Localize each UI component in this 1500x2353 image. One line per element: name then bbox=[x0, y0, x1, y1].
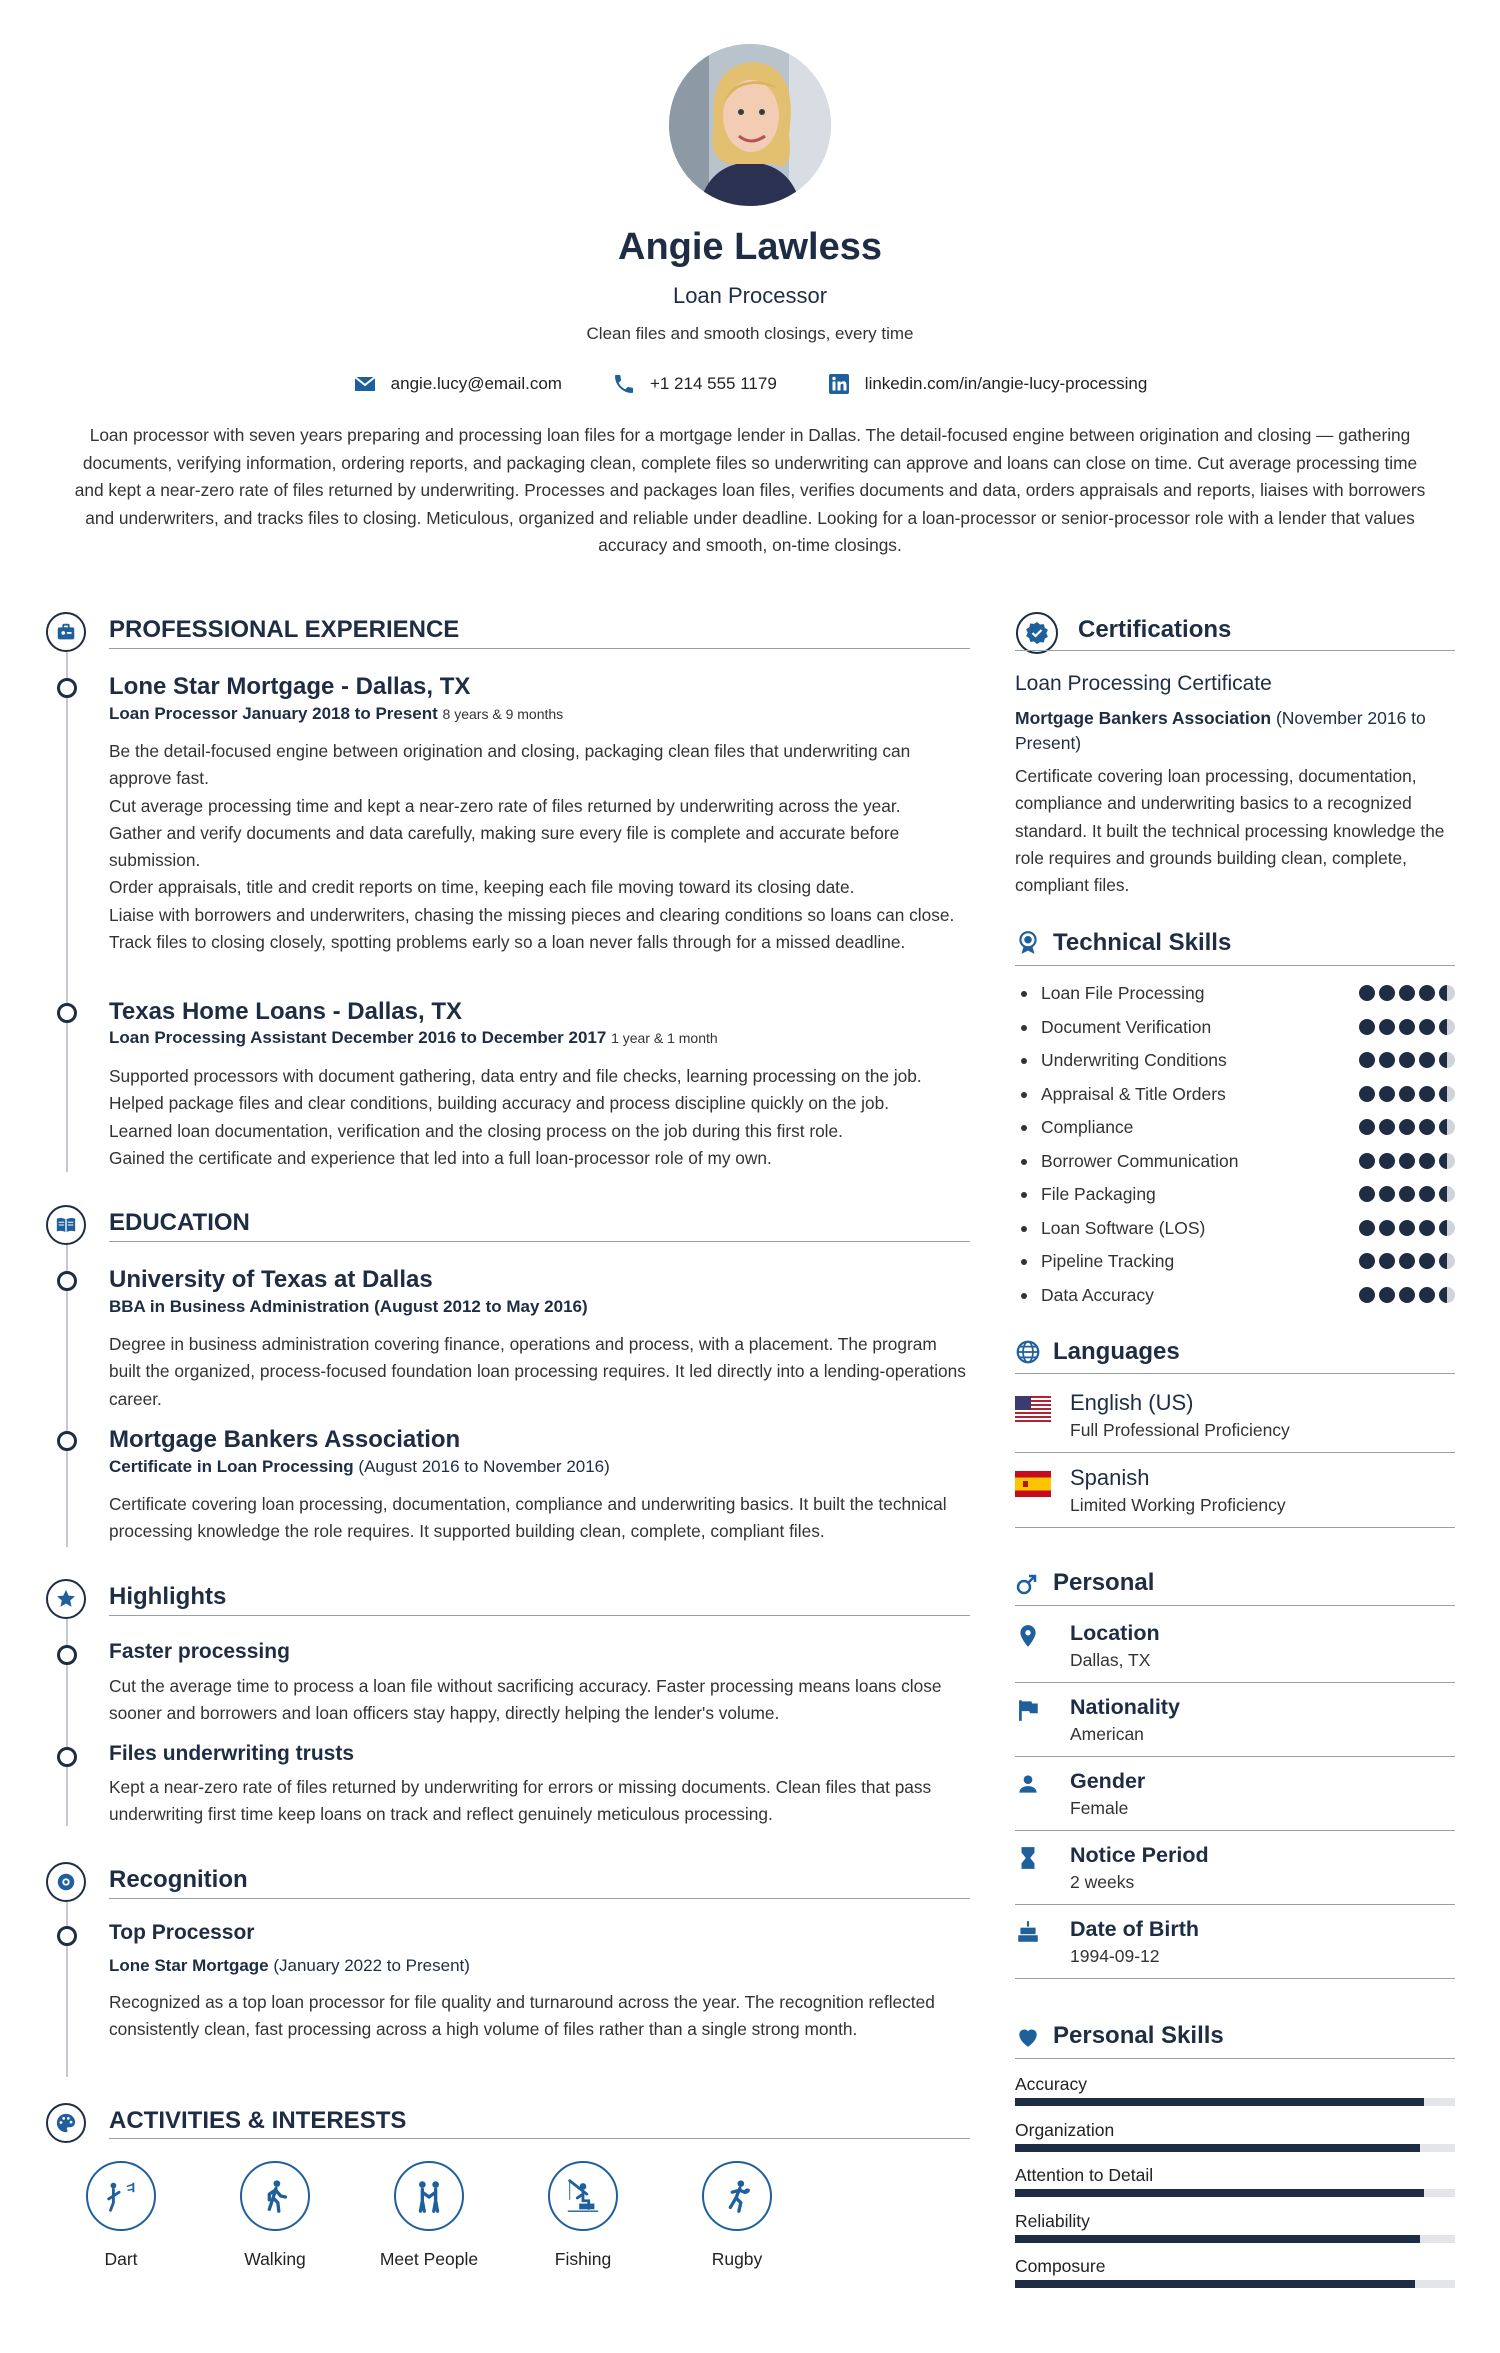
phone-text[interactable]: +1 214 555 1179 bbox=[649, 374, 777, 393]
personal-skill-name: Reliability bbox=[1015, 2210, 1090, 2231]
personal-skill-item bbox=[1015, 2165, 1455, 2197]
personal-skill-name: Accuracy bbox=[1015, 2074, 1087, 2094]
rating-dot bbox=[1399, 1287, 1415, 1303]
rating-dot bbox=[1379, 985, 1395, 1001]
skill-bar-fill bbox=[1015, 2144, 1420, 2152]
degree-dates: (August 2012 to May 2016) bbox=[374, 1297, 588, 1316]
rating-dot bbox=[1439, 1186, 1455, 1202]
rating-dot bbox=[1379, 1052, 1395, 1068]
bullet-icon bbox=[1021, 1125, 1027, 1131]
rating-dot bbox=[1439, 1052, 1455, 1068]
recognition-heading: Recognition bbox=[109, 1866, 248, 1893]
rating-dot bbox=[1359, 1086, 1375, 1102]
person-icon bbox=[1015, 1771, 1041, 1797]
technical-skill-name: Loan File Processing bbox=[1041, 983, 1205, 1003]
education-text: Degree in business administration covering finance, operations and process, with a placement. The program built the organized, process-focused foundation loan processing requires. It led directly into a lending-operations career. bbox=[109, 1334, 966, 1409]
job-role bbox=[109, 704, 563, 724]
rating-dot bbox=[1379, 1253, 1395, 1269]
skill-bar-track bbox=[1015, 2280, 1455, 2288]
rating-dot bbox=[1359, 1186, 1375, 1202]
job-bullets bbox=[109, 738, 969, 956]
skill-bar-track bbox=[1015, 2098, 1455, 2106]
contact-linkedin[interactable] bbox=[827, 372, 1148, 396]
skill-bar-track bbox=[1015, 2144, 1455, 2152]
technical-skill-item bbox=[1015, 1048, 1455, 1082]
rating-dot bbox=[1399, 1186, 1415, 1202]
male-gender-icon bbox=[1015, 1572, 1039, 1596]
job-bullet: Liaise with borrowers and underwriters, chasing the missing pieces and clearing conditions so loans can close. bbox=[109, 904, 955, 925]
experience-rule bbox=[109, 648, 970, 649]
rating-dot bbox=[1359, 1119, 1375, 1135]
job-role bbox=[109, 1028, 718, 1048]
rating-dot bbox=[1399, 1019, 1415, 1035]
summary: Loan processor with seven years preparing and processing loan files for a mortgage lender in Dallas. The detail-focused engine between origination and closing — gathering documents, verifying information, ordering reports, and packaging clean, complete files so underwriting can approve and loans can close on time. Cut average processing time and kept a near-zero rate of files returned by underwriting. Processes and packages loan files, verifies documents and data, orders appraisals and reports, liaises with borrowers and underwriters, and tracks files to closing. Meticulous, organized and reliable under deadline. Looking for a loan-processor or senior-processor role with a lender that values accuracy and smooth, on-time closings. bbox=[74, 425, 1426, 555]
personal-row-rule bbox=[1015, 1904, 1455, 1905]
skill-bar-fill bbox=[1015, 2098, 1424, 2106]
education-heading: EDUCATION bbox=[109, 1209, 250, 1236]
job-bullet: Be the detail-focused engine between origination and closing, packaging clean files that underwriting can approve fast. bbox=[109, 741, 911, 789]
book-icon bbox=[46, 1205, 86, 1245]
education-text: Certificate covering loan processing, documentation, compliance and underwriting basics. It built the technical processing knowledge the role requires. It supported building clean, complete, compliant files. bbox=[109, 1494, 947, 1542]
linkedin-icon bbox=[827, 372, 851, 396]
rating-dot bbox=[1359, 1287, 1375, 1303]
skill-rating bbox=[1359, 1186, 1455, 1202]
personal-skills-heading: Personal Skills bbox=[1053, 2022, 1224, 2049]
technical-skills-heading: Technical Skills bbox=[1053, 929, 1232, 956]
job-duration: 8 years & 9 months bbox=[442, 706, 564, 722]
personal-value: Dallas, TX bbox=[1070, 1650, 1151, 1670]
certifications-rule bbox=[1015, 650, 1455, 651]
job-bullets bbox=[109, 1063, 969, 1172]
recognition-text: Recognized as a top loan processor for file quality and turnaround across the year. The recognition reflected consistently clean, fast processing across a high volume of files rather than a single strong month. bbox=[109, 1992, 935, 2040]
technical-skill-name: Data Accuracy bbox=[1041, 1284, 1154, 1305]
technical-skill-item bbox=[1015, 1216, 1455, 1250]
activity-fishing bbox=[548, 2161, 618, 2270]
technical-skill-item bbox=[1015, 1115, 1455, 1149]
skill-bar-fill bbox=[1015, 2280, 1415, 2288]
highlight-title: Faster processing bbox=[109, 1640, 290, 1663]
certification-text: Certificate covering loan processing, documentation, compliance and underwriting basics to a recognized standard. It built the technical processing knowledge the role requires and grounds building clean, complete, compliant files. bbox=[1015, 766, 1445, 896]
timeline-dot bbox=[57, 1747, 77, 1767]
recognition-title: Top Processor bbox=[109, 1921, 255, 1944]
timeline-dot bbox=[57, 1645, 77, 1665]
skill-bar-fill bbox=[1015, 2189, 1424, 2197]
personal-heading: Personal bbox=[1053, 1569, 1155, 1596]
skill-bar-fill bbox=[1015, 2235, 1420, 2243]
bullet-icon bbox=[1021, 1259, 1027, 1265]
phone-icon bbox=[612, 372, 636, 396]
rating-dot bbox=[1379, 1086, 1395, 1102]
job-duration: 1 year & 1 month bbox=[611, 1030, 718, 1046]
location-pin-icon bbox=[1015, 1623, 1041, 1649]
rating-dot bbox=[1399, 1253, 1415, 1269]
rating-dot bbox=[1419, 1186, 1435, 1202]
activity-rugby bbox=[702, 2161, 772, 2270]
education-degree bbox=[109, 1297, 588, 1317]
rating-dot bbox=[1419, 1287, 1435, 1303]
rating-dot bbox=[1379, 1287, 1395, 1303]
personal-row-rule bbox=[1015, 1830, 1455, 1831]
technical-skill-item bbox=[1015, 1249, 1455, 1283]
education-degree bbox=[109, 1457, 610, 1477]
technical-skill-name: Appraisal & Title Orders bbox=[1041, 1083, 1226, 1104]
rating-dot bbox=[1439, 1220, 1455, 1236]
job-role-dates: Loan Processing Assistant December 2016 to December 2017 bbox=[109, 1028, 607, 1047]
email-icon bbox=[353, 372, 377, 396]
contact-bar bbox=[0, 372, 1500, 396]
job-role-dates: Loan Processor January 2018 to Present bbox=[109, 704, 438, 723]
rating-dot bbox=[1399, 1153, 1415, 1169]
languages-heading: Languages bbox=[1053, 1338, 1180, 1365]
skill-bar-track bbox=[1015, 2235, 1455, 2243]
technical-skill-item bbox=[1015, 1182, 1455, 1216]
activity-label: Dart bbox=[104, 2249, 138, 2269]
rating-dot bbox=[1359, 1052, 1375, 1068]
us-flag-icon bbox=[1015, 1396, 1051, 1422]
technical-skill-name: Document Verification bbox=[1041, 1016, 1212, 1037]
rating-dot bbox=[1399, 1086, 1415, 1102]
language-name: Spanish bbox=[1070, 1465, 1150, 1490]
language-rule bbox=[1015, 1452, 1455, 1453]
rating-dot bbox=[1419, 1253, 1435, 1269]
highlight-title: Files underwriting trusts bbox=[109, 1742, 355, 1765]
certification-org bbox=[1015, 706, 1455, 756]
rating-dot bbox=[1379, 1186, 1395, 1202]
technical-skill-name: Loan Software (LOS) bbox=[1041, 1217, 1206, 1238]
timeline-dot bbox=[57, 1271, 77, 1291]
bullet-icon bbox=[1021, 1226, 1027, 1232]
rating-dot bbox=[1359, 1220, 1375, 1236]
job-bullet: Helped package files and clear conditions, building accuracy and process discipline quickly on the job. bbox=[109, 1093, 890, 1114]
personal-skills-rule bbox=[1015, 2058, 1455, 2059]
language-name: English (US) bbox=[1070, 1390, 1194, 1415]
rating-dot bbox=[1419, 985, 1435, 1001]
personal-skill-name: Organization bbox=[1015, 2119, 1115, 2140]
degree-name: Certificate in Loan Processing bbox=[109, 1457, 354, 1476]
language-rule bbox=[1015, 1527, 1455, 1528]
spain-flag-icon bbox=[1015, 1471, 1051, 1497]
technical-skill-item bbox=[1015, 981, 1455, 1015]
bullet-icon bbox=[1021, 1025, 1027, 1031]
language-level: Limited Working Proficiency bbox=[1070, 1495, 1286, 1515]
rating-dot bbox=[1359, 1019, 1375, 1035]
skill-rating bbox=[1359, 985, 1455, 1001]
rating-dot bbox=[1399, 1220, 1415, 1236]
rating-dot bbox=[1439, 1119, 1455, 1135]
education-school: Mortgage Bankers Association bbox=[109, 1426, 461, 1453]
job-bullet: Supported processors with document gathering, data entry and file checks, learning processing on the job. bbox=[109, 1066, 922, 1086]
technical-skill-item bbox=[1015, 1082, 1455, 1116]
highlights-rule bbox=[109, 1615, 970, 1616]
technical-skill-name: Underwriting Conditions bbox=[1041, 1050, 1227, 1070]
degree-name: BBA in Business Administration bbox=[109, 1297, 370, 1316]
walking-icon bbox=[256, 2177, 294, 2215]
linkedin-text[interactable]: linkedin.com/in/angie-lucy-processing bbox=[864, 374, 1148, 393]
timeline-dot bbox=[57, 1431, 77, 1451]
technical-skill-item bbox=[1015, 1283, 1455, 1317]
activities-rule bbox=[109, 2138, 970, 2139]
recognition-org bbox=[109, 1956, 470, 1976]
certification-title: Loan Processing Certificate bbox=[1015, 672, 1272, 695]
job-company: Texas Home Loans - Dallas, TX bbox=[109, 998, 463, 1025]
recognition-dates: (January 2022 to Present) bbox=[273, 1956, 470, 1975]
activity-label: Fishing bbox=[554, 2249, 612, 2269]
personal-row-rule bbox=[1015, 1682, 1455, 1683]
bullet-icon bbox=[1021, 991, 1027, 997]
degree-dates: (August 2016 to November 2016) bbox=[358, 1457, 610, 1476]
rating-dot bbox=[1359, 1153, 1375, 1169]
flag-icon bbox=[1015, 1697, 1041, 1723]
personal-key: Gender bbox=[1070, 1769, 1146, 1793]
bullet-icon bbox=[1021, 1092, 1027, 1098]
rating-dot bbox=[1419, 1052, 1435, 1068]
recognition-rule bbox=[109, 1898, 970, 1899]
personal-skill-name: Composure bbox=[1015, 2256, 1106, 2276]
job-company: Lone Star Mortgage - Dallas, TX bbox=[109, 673, 471, 700]
activities-list bbox=[86, 2161, 772, 2270]
technical-skill-name: File Packaging bbox=[1041, 1184, 1156, 1204]
activity-walking bbox=[240, 2161, 310, 2270]
rating-dot bbox=[1439, 1086, 1455, 1102]
timeline-dot bbox=[57, 1926, 77, 1946]
certification-org-name: Mortgage Bankers Association bbox=[1015, 708, 1272, 728]
rating-dot bbox=[1419, 1220, 1435, 1236]
job-bullet: Order appraisals, title and credit reports on time, keeping each file moving toward its closing date. bbox=[109, 877, 855, 898]
rating-dot bbox=[1419, 1019, 1435, 1035]
timeline-dot bbox=[57, 1003, 77, 1023]
experience-heading: PROFESSIONAL EXPERIENCE bbox=[109, 616, 460, 643]
highlight-text: Kept a near-zero rate of files returned by underwriting for errors or missing documents. Clean files that pass underwriting first time keep loans on track and reflect genuinely meticulous processing. bbox=[109, 1777, 932, 1825]
rating-dot bbox=[1439, 1287, 1455, 1303]
skill-rating bbox=[1359, 1119, 1455, 1135]
activity-label: Meet People bbox=[379, 2249, 479, 2269]
personal-skill-item bbox=[1015, 2256, 1455, 2288]
rating-dot bbox=[1439, 1253, 1455, 1269]
rugby-icon bbox=[718, 2177, 756, 2215]
fishing-icon bbox=[564, 2177, 602, 2215]
bullet-icon bbox=[1021, 1192, 1027, 1198]
rating-dot bbox=[1379, 1019, 1395, 1035]
palette-icon bbox=[46, 2103, 86, 2143]
rating-dot bbox=[1419, 1086, 1435, 1102]
birthday-cake-icon bbox=[1015, 1919, 1041, 1945]
personal-skill-item bbox=[1015, 2074, 1455, 2106]
education-school: University of Texas at Dallas bbox=[109, 1266, 433, 1293]
email-text[interactable]: angie.lucy@email.com bbox=[390, 374, 562, 393]
technical-skill-item bbox=[1015, 1149, 1455, 1183]
contact-phone[interactable] bbox=[612, 372, 777, 396]
personal-value: 2 weeks bbox=[1070, 1872, 1135, 1892]
activity-dart bbox=[86, 2161, 156, 2270]
rating-dot bbox=[1379, 1153, 1395, 1169]
briefcase-icon bbox=[46, 612, 86, 652]
skill-rating bbox=[1359, 1052, 1455, 1068]
award-icon bbox=[46, 1862, 86, 1902]
rating-dot bbox=[1419, 1153, 1435, 1169]
technical-skill-name: Pipeline Tracking bbox=[1041, 1251, 1175, 1271]
activities-heading: ACTIVITIES & INTERESTS bbox=[109, 2107, 407, 2134]
personal-value: 1994-09-12 bbox=[1070, 1946, 1160, 1966]
activity-label: Walking bbox=[244, 2249, 306, 2269]
technical-skill-item bbox=[1015, 1015, 1455, 1049]
candidate-title: Loan Processor bbox=[672, 283, 828, 308]
profile-photo bbox=[669, 44, 831, 206]
personal-key: Location bbox=[1070, 1621, 1160, 1645]
technical-skill-name: Borrower Communication bbox=[1041, 1150, 1239, 1171]
technical-skills-list bbox=[1015, 981, 1455, 1316]
language-level: Full Professional Proficiency bbox=[1070, 1420, 1290, 1440]
rating-dot bbox=[1379, 1220, 1395, 1236]
star-icon bbox=[46, 1579, 86, 1619]
skill-rating bbox=[1359, 1086, 1455, 1102]
certification-dates: (November 2016 to Present) bbox=[1015, 708, 1426, 753]
activity-label: Rugby bbox=[711, 2249, 763, 2269]
technical-skills-rule bbox=[1015, 965, 1455, 966]
contact-email[interactable] bbox=[353, 372, 562, 396]
job-bullet: Cut average processing time and kept a near-zero rate of files returned by underwriting across the year. bbox=[109, 795, 901, 816]
bullet-icon bbox=[1021, 1293, 1027, 1299]
personal-skill-item bbox=[1015, 2211, 1455, 2243]
skill-bar-track bbox=[1015, 2189, 1455, 2197]
personal-row-rule bbox=[1015, 1978, 1455, 1979]
personal-key: Nationality bbox=[1070, 1695, 1180, 1719]
job-bullet: Gained the certificate and experience that led into a full loan-processor role of my own. bbox=[109, 1147, 772, 1168]
globe-icon bbox=[1015, 1339, 1041, 1365]
personal-rule bbox=[1015, 1605, 1455, 1606]
rating-dot bbox=[1359, 985, 1375, 1001]
skill-rating bbox=[1359, 1019, 1455, 1035]
candidate-name: Angie Lawless bbox=[618, 226, 882, 268]
dart-icon bbox=[102, 2177, 140, 2215]
certifications-heading: Certifications bbox=[1078, 616, 1232, 643]
skill-rating bbox=[1359, 1287, 1455, 1303]
meet-people-icon bbox=[410, 2177, 448, 2215]
personal-skill-name: Attention to Detail bbox=[1015, 2165, 1154, 2185]
certificate-icon bbox=[1015, 611, 1059, 655]
job-bullet: Track files to closing closely, spotting problems early so a loan never falls through for a missed deadline. bbox=[109, 932, 906, 953]
rating-dot bbox=[1399, 1119, 1415, 1135]
tagline: Clean files and smooth closings, every time bbox=[586, 324, 914, 343]
bullet-icon bbox=[1021, 1159, 1027, 1165]
heart-icon bbox=[1015, 2024, 1041, 2050]
skill-rating bbox=[1359, 1153, 1455, 1169]
skill-rating bbox=[1359, 1253, 1455, 1269]
languages-rule bbox=[1015, 1373, 1455, 1374]
rating-dot bbox=[1359, 1253, 1375, 1269]
job-bullet: Gather and verify documents and data carefully, making sure every file is complete and accurate before submission. bbox=[109, 822, 900, 871]
rating-dot bbox=[1439, 985, 1455, 1001]
highlights-heading: Highlights bbox=[109, 1583, 227, 1610]
hourglass-icon bbox=[1015, 1845, 1041, 1871]
technical-skill-name: Compliance bbox=[1041, 1117, 1134, 1137]
job-bullet: Learned loan documentation, verification and the closing process on the job during this first role. bbox=[109, 1120, 843, 1141]
personal-key: Date of Birth bbox=[1070, 1917, 1199, 1941]
timeline-dot bbox=[57, 678, 77, 698]
rating-dot bbox=[1439, 1153, 1455, 1169]
skill-rating bbox=[1359, 1220, 1455, 1236]
activity-meet-people bbox=[379, 2161, 479, 2270]
rating-dot bbox=[1419, 1119, 1435, 1135]
rating-dot bbox=[1439, 1019, 1455, 1035]
rating-dot bbox=[1399, 985, 1415, 1001]
personal-skill-item bbox=[1015, 2120, 1455, 2152]
education-rule bbox=[109, 1241, 970, 1242]
avatar bbox=[669, 44, 831, 206]
personal-key: Notice Period bbox=[1070, 1843, 1209, 1867]
badge-icon bbox=[1015, 930, 1041, 956]
personal-value: American bbox=[1070, 1724, 1144, 1744]
rating-dot bbox=[1379, 1119, 1395, 1135]
recognition-org-name: Lone Star Mortgage bbox=[109, 1956, 269, 1975]
personal-value: Female bbox=[1070, 1798, 1129, 1818]
personal-row-rule bbox=[1015, 1756, 1455, 1757]
bullet-icon bbox=[1021, 1058, 1027, 1064]
experience-timeline bbox=[66, 652, 68, 1172]
rating-dot bbox=[1399, 1052, 1415, 1068]
highlight-text: Cut the average time to process a loan file without sacrificing accuracy. Faster processing means loans close sooner and borrowers and loan officers stay happy, directly helping the lender's volume. bbox=[109, 1676, 942, 1724]
